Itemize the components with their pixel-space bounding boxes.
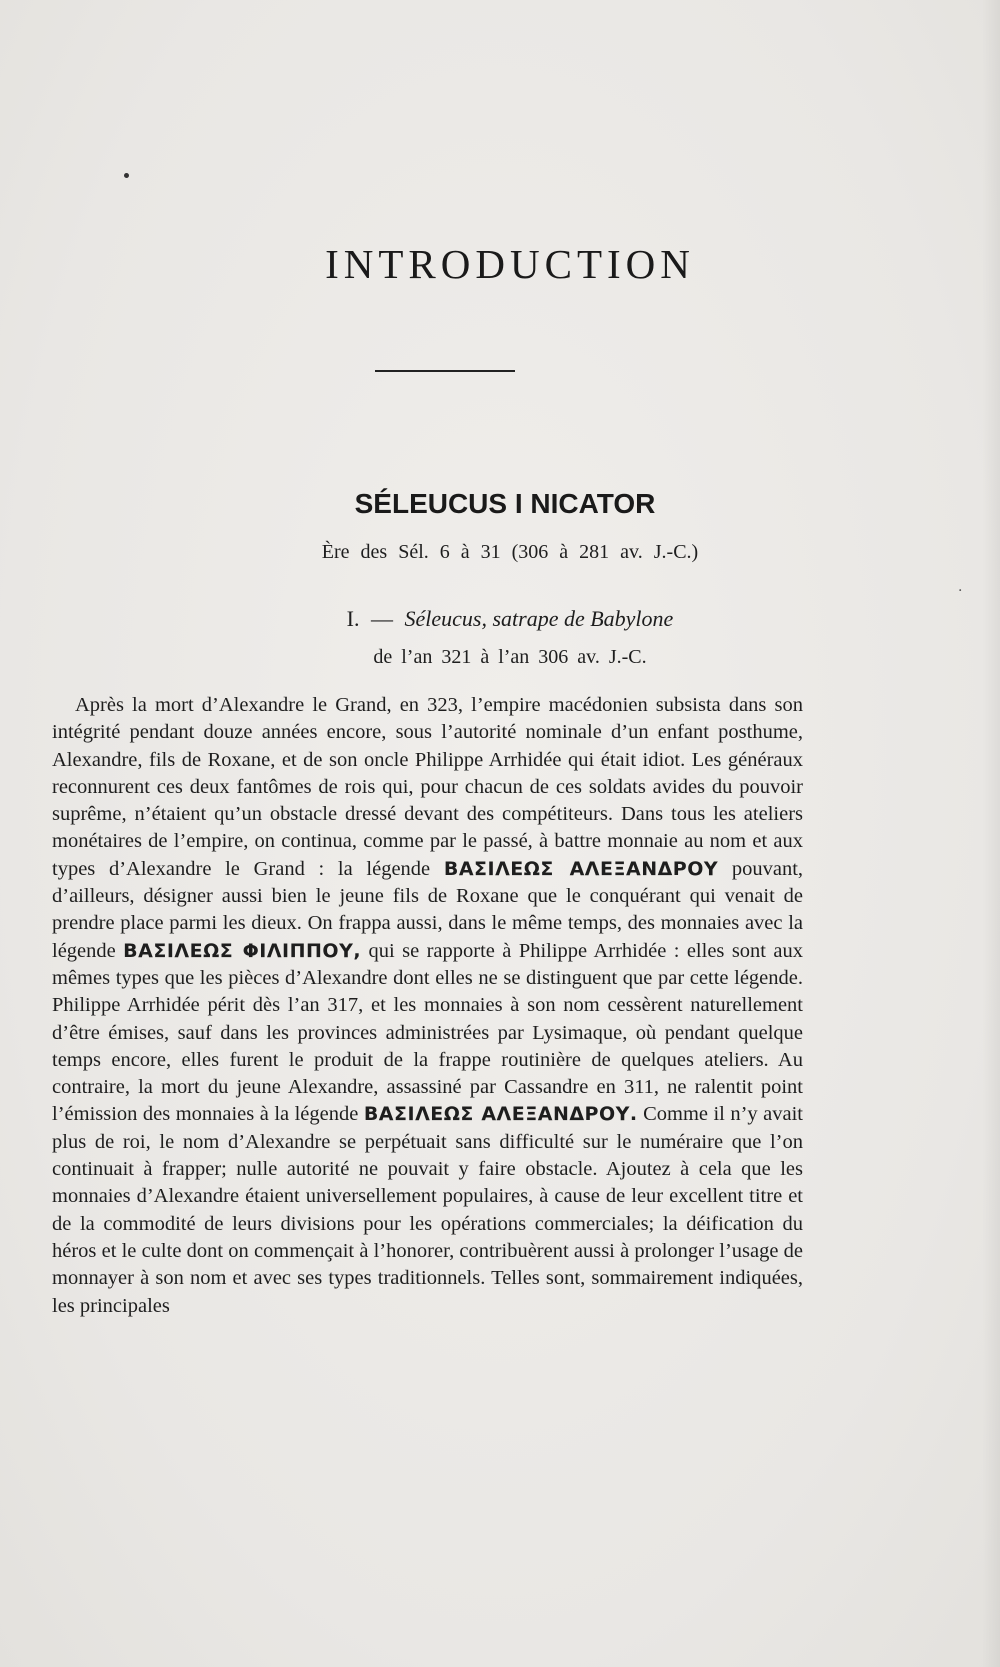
subsection-dash: — [371, 606, 393, 631]
date-range-line: de l’an 321 à l’an 306 av. J.-C. [373, 646, 647, 668]
greek-legend-2: ΒΑΣΙΛΕΩΣ ΦΙΛΙΠΠΟΥ, [123, 939, 362, 962]
era-line: Ère des Sél. 6 à 31 (306 à 281 av. J.-C.) [321, 541, 699, 563]
paragraph-text-3: qui se rapporte à Philippe Arrhidée : elles sont aux mêmes types que les pièces d’Alexandre dont elles ne se distinguent que par cette légende. Philippe Arrhidée périt dès l’an 317, et les monnaies à son nom cessèrent naturellement d’être émises, sauf dans les provinces administrées par Lysimaque, où pendant quelque temps encore, elles furent le produit de la frappe routinière de quelques ateliers. Au contraire, la mort du jeune Alexandre, assassiné par Cassandre en 311, ne ralentit point l’émission des monnaies à la légende [52, 939, 804, 1126]
title-rule [375, 370, 515, 372]
paragraph-text-2: pouvant, d’ailleurs, désigner aussi bien le jeune fils de Roxane que le conquérant qui venait de prendre place parmi les dieux. On frappa aussi, dans le même temps, des monnaies avec la légende [52, 857, 804, 962]
page-title: INTRODUCTION [325, 241, 695, 287]
subsection-number: I. [346, 606, 360, 631]
greek-legend-1: ΒΑΣΙΛΕΩΣ ΑΛΕΞΑΝΔΡΟΥ [443, 857, 719, 880]
section-title: SÉLEUCUS I NICATOR [354, 488, 656, 519]
body-paragraph [52, 692, 803, 1320]
margin-mark: · [958, 583, 963, 599]
subsection-title: Séleucus, satrape de Babylone [404, 606, 674, 631]
paragraph-text-4: Comme il n’y avait plus de roi, le nom d’Alexandre se perpétuait sans difficulté sur le numéraire que l’on continuait à frapper; nulle autorité ne pouvait y faire obstacle. Ajoutez à cela que les monnaies d’Alexandre étaient universellement populaires, à cause de leur excellent titre et de la commodité de leurs divisions pour les opérations commerciales; la déification du héros et le culte dont on commençait à l’honorer, contribuèrent aussi à prolonger l’usage de monnayer à son nom et avec ses types traditionnels. Telles sont, sommairement indiquées, les principales [52, 1103, 803, 1317]
ink-dot [124, 173, 129, 178]
greek-legend-3: ΒΑΣΙΛΕΩΣ ΑΛΕΞΑΝΔΡΟΥ. [363, 1103, 638, 1126]
paragraph-text-1: Après la mort d’Alexandre le Grand, en 323, l’empire macédonien subsista dans son intégrité pendant douze années encore, sous l’autorité nominale d’un enfant posthume, Alexandre, fils de Roxane, et de son oncle Philippe Arrhidée qui était idiot. Les généraux reconnurent ces deux fantômes de rois qui, pour chacun de ces soldats avides du pouvoir suprême, n’étaient qu’un obstacle dressé devant des compétiteurs. Dans tous les ateliers monétaires de l’empire, on continua, comme par le passé, à battre monnaie au nom et aux types d’Alexandre le Grand : la légende [52, 694, 803, 880]
subsection-heading [0, 606, 1000, 632]
page-edge-shadow [982, 0, 1000, 1667]
